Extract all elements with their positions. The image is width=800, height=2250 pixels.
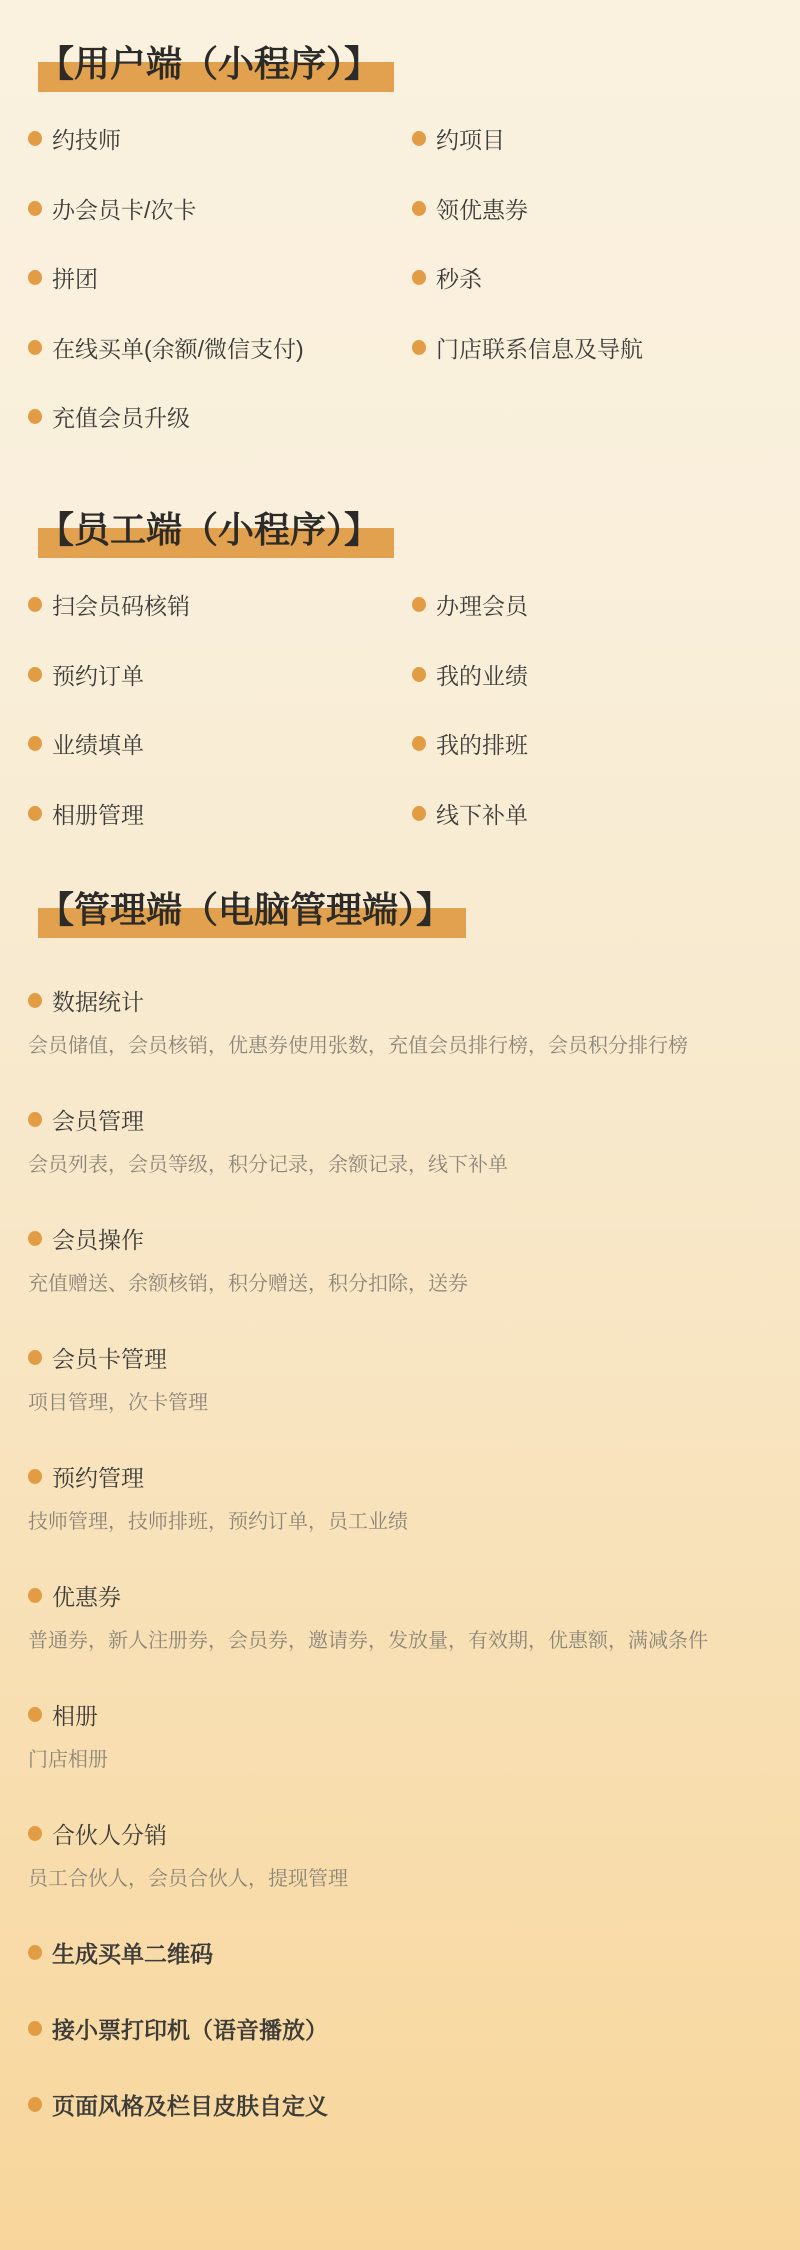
feature-name: 数据统计 <box>52 988 144 1015</box>
section-title-staff <box>38 506 380 554</box>
feature-grid-staff <box>28 570 772 848</box>
feature-description: 普通券，新人注册券，会员券，邀请券，发放量，有效期，优惠额，满减条件 <box>28 1630 708 1652</box>
feature-name: 相册 <box>52 1702 98 1729</box>
bullet-icon <box>28 340 42 355</box>
feature-heading <box>28 1096 772 1142</box>
list-item-label: 约技师 <box>52 127 121 154</box>
list-item <box>28 382 412 452</box>
feature-description: 充值赠送、余额核销，积分赠送，积分扣除，送券 <box>28 1273 468 1295</box>
feature-block <box>28 977 772 1066</box>
bullet-icon <box>28 1231 42 1246</box>
feature-description: 门店相册 <box>28 1749 108 1771</box>
list-item <box>412 570 772 640</box>
list-item <box>28 174 412 244</box>
bullet-icon <box>412 270 426 285</box>
feature-name: 接小票打印机（语音播放） <box>52 2016 328 2043</box>
feature-name: 会员管理 <box>52 1107 144 1134</box>
feature-block <box>28 1572 772 1661</box>
list-item-label: 预约订单 <box>52 662 144 689</box>
feature-heading <box>28 977 772 1023</box>
list-item <box>412 313 772 383</box>
section-title-text: 【管理端（电脑管理端）】 <box>38 889 453 930</box>
feature-block <box>28 1334 772 1423</box>
bullet-icon <box>412 806 426 821</box>
list-item <box>28 313 412 383</box>
feature-heading <box>28 2005 772 2051</box>
bullet-icon <box>412 340 426 355</box>
bullet-icon <box>28 2097 42 2112</box>
feature-grid-user <box>28 104 772 452</box>
bullet-icon <box>412 201 426 216</box>
list-item <box>412 174 772 244</box>
feature-name: 预约管理 <box>52 1464 144 1491</box>
list-item-label: 办会员卡/次卡 <box>52 196 197 223</box>
feature-heading <box>28 1453 772 1499</box>
feature-name: 页面风格及栏目皮肤自定义 <box>52 2092 328 2119</box>
list-item-label: 在线买单(余额/微信支付) <box>52 335 304 362</box>
section-title-text: 【员工端（小程序）】 <box>38 509 381 550</box>
list-item <box>412 779 772 849</box>
feature-description: 项目管理，次卡管理 <box>28 1392 208 1414</box>
bullet-icon <box>28 993 42 1008</box>
feature-name: 生成买单二维码 <box>52 1940 213 1967</box>
section-title-text: 【用户端（小程序）】 <box>38 43 381 84</box>
bullet-icon <box>28 1707 42 1722</box>
list-item <box>28 709 412 779</box>
list-item-label: 拼团 <box>52 266 98 293</box>
bullet-icon <box>28 1588 42 1603</box>
bullet-icon <box>28 597 42 612</box>
list-item <box>28 104 412 174</box>
bullet-icon <box>28 131 42 146</box>
feature-heading <box>28 1215 772 1261</box>
feature-block <box>28 1929 772 1975</box>
bullet-icon <box>412 736 426 751</box>
feature-heading <box>28 1572 772 1618</box>
list-item-label: 领优惠券 <box>436 196 528 223</box>
list-item-label: 业绩填单 <box>52 732 144 759</box>
feature-block <box>28 1453 772 1542</box>
bullet-icon <box>28 806 42 821</box>
list-item-label: 相册管理 <box>52 801 144 828</box>
bullet-icon <box>412 131 426 146</box>
feature-heading <box>28 1929 772 1975</box>
list-item-label: 约项目 <box>436 127 505 154</box>
list-item <box>28 570 412 640</box>
feature-description: 会员储值，会员核销，优惠券使用张数，充值会员排行榜，会员积分排行榜 <box>28 1035 688 1057</box>
list-item <box>28 243 412 313</box>
feature-heading <box>28 2081 772 2127</box>
feature-block <box>28 2081 772 2127</box>
feature-block <box>28 1215 772 1304</box>
list-item <box>412 243 772 313</box>
feature-name: 会员卡管理 <box>52 1345 167 1372</box>
feature-block <box>28 1810 772 1899</box>
list-item-label: 秒杀 <box>436 266 482 293</box>
bullet-icon <box>28 1945 42 1960</box>
section-admin-side <box>28 886 772 2157</box>
section-title-admin <box>38 886 452 934</box>
list-item <box>28 779 412 849</box>
feature-name: 会员操作 <box>52 1226 144 1253</box>
bullet-icon <box>28 1350 42 1365</box>
bullet-icon <box>412 597 426 612</box>
list-item <box>412 709 772 779</box>
list-item-label: 充值会员升级 <box>52 405 190 432</box>
feature-description: 技师管理，技师排班，预约订单，员工业绩 <box>28 1511 408 1533</box>
bullet-icon <box>28 667 42 682</box>
bullet-icon <box>28 1112 42 1127</box>
feature-block <box>28 1096 772 1185</box>
section-staff-side <box>28 506 772 848</box>
bullet-icon <box>28 1826 42 1841</box>
feature-description: 员工合伙人，会员合伙人，提现管理 <box>28 1868 348 1890</box>
bullet-icon <box>28 736 42 751</box>
list-item <box>28 640 412 710</box>
feature-heading <box>28 1691 772 1737</box>
feature-description: 会员列表，会员等级，积分记录，余额记录，线下补单 <box>28 1154 508 1176</box>
list-item-label: 线下补单 <box>436 801 528 828</box>
bullet-icon <box>28 409 42 424</box>
bullet-icon <box>28 201 42 216</box>
feature-heading <box>28 1810 772 1856</box>
bullet-icon <box>28 270 42 285</box>
list-item-label: 门店联系信息及导航 <box>436 335 643 362</box>
bullet-icon <box>28 2021 42 2036</box>
list-item-label: 扫会员码核销 <box>52 593 190 620</box>
section-title-user <box>38 40 380 88</box>
section-user-side <box>28 40 772 452</box>
bullet-icon <box>28 1469 42 1484</box>
feature-block <box>28 2005 772 2051</box>
list-item-label: 我的业绩 <box>436 662 528 689</box>
feature-name: 合伙人分销 <box>52 1821 167 1848</box>
feature-block <box>28 1691 772 1780</box>
list-item-label: 我的排班 <box>436 732 528 759</box>
list-item <box>412 640 772 710</box>
feature-name: 优惠券 <box>52 1583 121 1610</box>
list-item-label: 办理会员 <box>436 593 528 620</box>
bullet-icon <box>412 667 426 682</box>
feature-heading <box>28 1334 772 1380</box>
list-item <box>412 104 772 174</box>
feature-list-admin <box>28 977 772 2127</box>
